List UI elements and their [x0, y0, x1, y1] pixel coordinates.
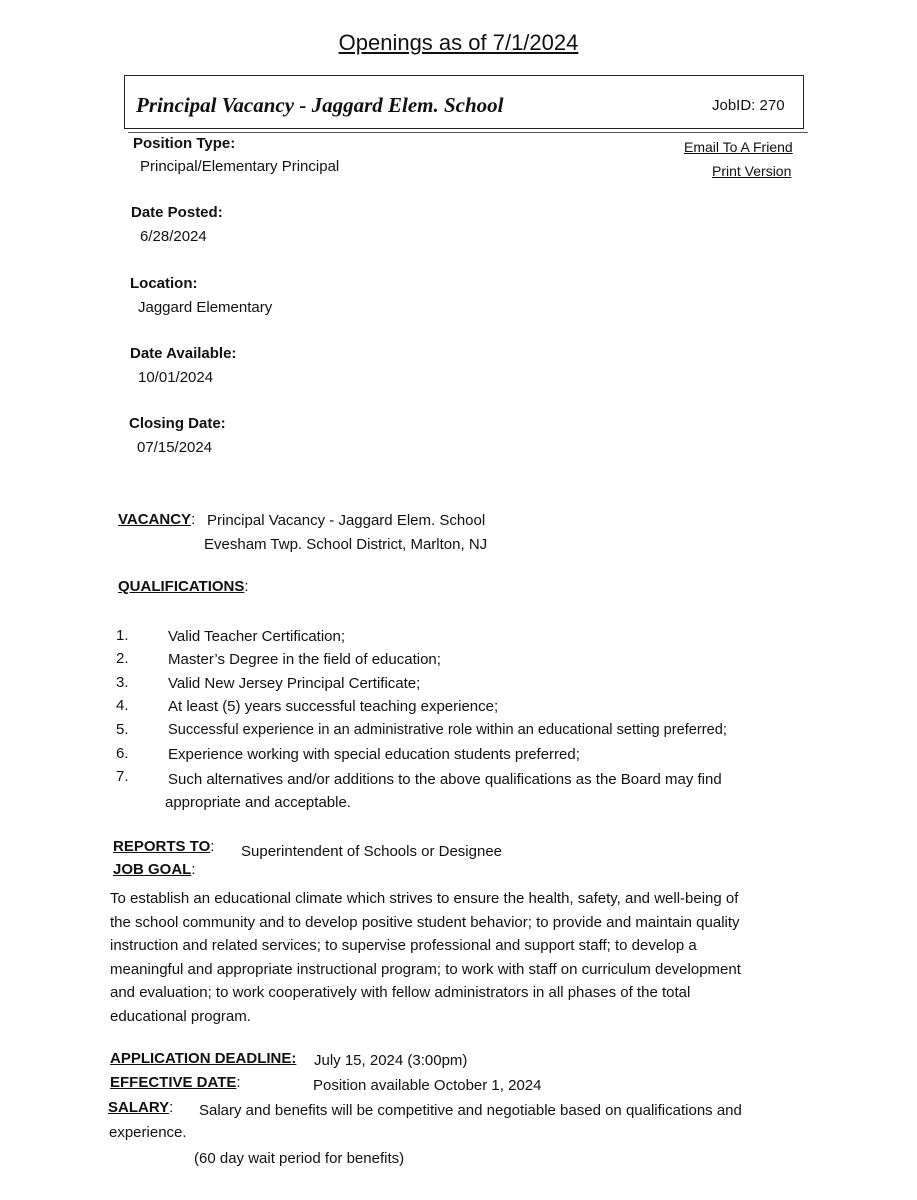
effective-date-value: Position available October 1, 2024 — [313, 1077, 542, 1094]
reports-to-value: Superintendent of Schools or Designee — [241, 843, 503, 860]
reports-to-label: REPORTS TO — [113, 838, 211, 855]
qualification-text: Valid Teacher Certification; — [168, 628, 346, 645]
application-deadline-label: APPLICATION DEADLINE: — [110, 1050, 297, 1067]
date-posted-value: 6/28/2024 — [140, 228, 207, 245]
job-id: JobID: 270 — [712, 97, 785, 114]
salary-line-2: experience. — [109, 1124, 187, 1141]
email-to-friend-link[interactable]: Email To A Friend — [684, 139, 793, 155]
qualification-number: 5. — [116, 721, 129, 738]
qualification-text: Experience working with special education students preferred; — [168, 746, 580, 763]
page-title: Openings as of 7/1/2024 — [338, 30, 579, 55]
reports-to-heading: REPORTS TO: — [113, 838, 215, 855]
vacancy-label: VACANCY — [118, 511, 192, 528]
salary-heading: SALARY: — [108, 1099, 174, 1116]
job-goal-line: To establish an educational climate which strives to ensure the health, safety, and well-being of — [110, 890, 739, 907]
vacancy-heading: VACANCY: — [118, 511, 196, 528]
job-title: Principal Vacancy - Jaggard Elem. School — [136, 93, 504, 117]
vacancy-line-1: Principal Vacancy - Jaggard Elem. School — [207, 512, 486, 529]
job-goal-paragraph — [110, 887, 800, 1028]
salary-label: SALARY — [108, 1099, 170, 1116]
qualification-number: 7. — [116, 768, 129, 785]
closing-date-value: 07/15/2024 — [137, 439, 213, 456]
qualification-text: At least (5) years successful teaching experience; — [168, 698, 499, 715]
qualification-text: Such alternatives and/or additions to the above qualifications as the Board may find — [168, 771, 722, 788]
salary-line-1: Salary and benefits will be competitive and negotiable based on qualifications and — [199, 1102, 742, 1119]
qualification-number: 3. — [116, 674, 129, 691]
job-goal-line: instruction and related services; to supervise professional and support staff; to develop a — [110, 937, 697, 954]
job-goal-line: meaningful and appropriate instructional program; to work with staff on curriculum development — [110, 960, 741, 978]
position-type-value: Principal/Elementary Principal — [140, 158, 340, 175]
closing-date-label: Closing Date: — [129, 415, 226, 432]
qualification-text: Successful experience in an administrative role within an educational setting preferred; — [168, 722, 727, 738]
application-deadline-value: July 15, 2024 (3:00pm) — [314, 1052, 468, 1069]
qualification-text-continued: appropriate and acceptable. — [165, 794, 351, 811]
effective-date-label: EFFECTIVE DATE — [110, 1074, 237, 1091]
date-available-label: Date Available: — [130, 345, 237, 362]
effective-date-heading: EFFECTIVE DATE: — [110, 1074, 241, 1091]
job-goal-line: and evaluation; to work cooperatively with fellow administrators in all phases of the total — [110, 984, 691, 1001]
position-type-label: Position Type: — [133, 135, 236, 152]
location-value: Jaggard Elementary — [138, 299, 273, 316]
job-goal-label: JOB GOAL — [113, 861, 192, 878]
job-goal-heading: JOB GOAL: — [113, 861, 196, 878]
vacancy-line-2: Evesham Twp. School District, Marlton, NJ — [204, 536, 488, 553]
qualification-number: 4. — [116, 697, 129, 714]
qualifications-label: QUALIFICATIONS — [118, 578, 245, 595]
qualification-number: 6. — [116, 745, 129, 762]
qualification-number: 1. — [116, 627, 129, 644]
qualification-text: Master’s Degree in the field of education; — [168, 651, 441, 668]
date-posted-label: Date Posted: — [131, 204, 223, 221]
location-label: Location: — [130, 275, 198, 292]
date-available-value: 10/01/2024 — [138, 369, 214, 386]
job-goal-line: the school community and to develop positive student behavior; to provide and maintain quality — [110, 913, 740, 931]
print-version-link[interactable]: Print Version — [712, 163, 792, 179]
qualification-text: Valid New Jersey Principal Certificate; — [168, 675, 421, 692]
qualifications-heading: QUALIFICATIONS: — [118, 578, 249, 595]
salary-note: (60 day wait period for benefits) — [194, 1150, 405, 1167]
qualification-number: 2. — [116, 650, 129, 667]
job-goal-line: educational program. — [110, 1007, 251, 1025]
